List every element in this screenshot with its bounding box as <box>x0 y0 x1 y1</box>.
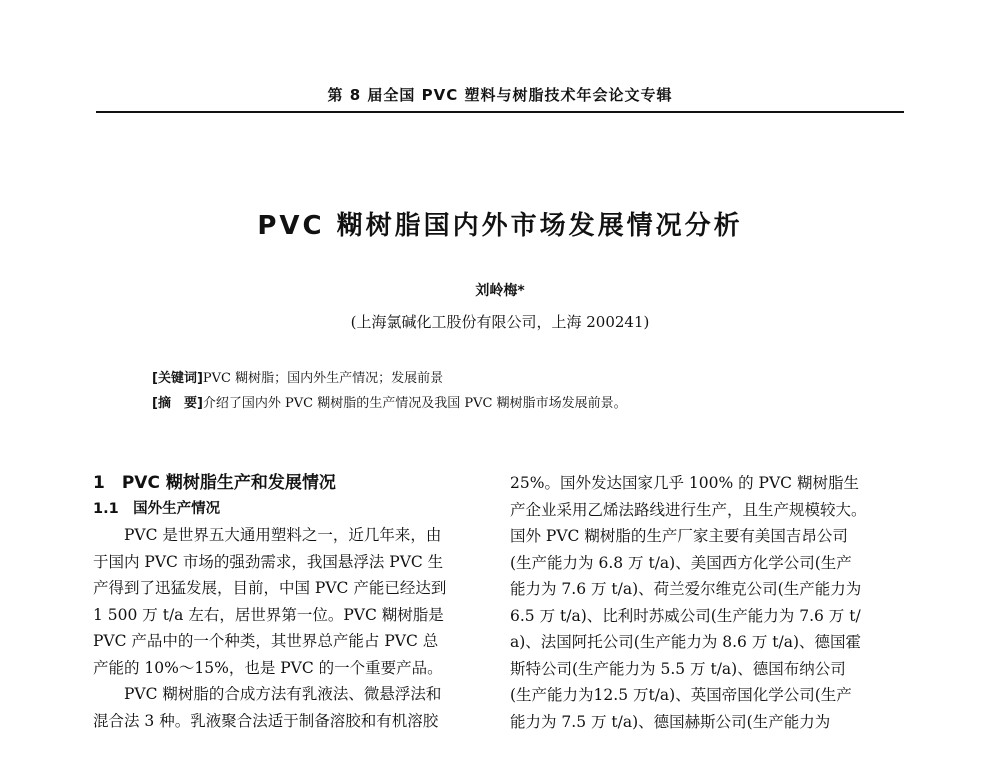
abstract-text: 介绍了国内外 PVC 糊树脂的生产情况及我国 PVC 糊树脂市场发展前景。 <box>202 396 627 411</box>
body-line: a)、法国阿托公司(生产能力为 8.6 万 t/a)、德国霍 <box>510 633 862 651</box>
abstract <box>152 392 872 411</box>
body-line: 斯特公司(生产能力为 5.5 万 t/a)、德国布纳公司 <box>510 659 846 678</box>
author: 刘岭梅* <box>475 283 525 299</box>
body-line: 6.5 万 t/a)、比利时苏威公司(生产能力为 7.6 万 t/ <box>510 606 861 625</box>
body-line: 能力为 7.5 万 t/a)、德国赫斯公司(生产能力为 <box>510 712 831 731</box>
body-line: 1 500 万 t/a 左右，居世界第一位。PVC 糊树脂是 <box>93 605 444 624</box>
body-line: 产企业采用乙烯法路线进行生产，且生产规模较大。 <box>510 500 867 519</box>
body-line: PVC 是世界五大通用塑料之一，近几年来，由 <box>124 526 442 544</box>
body-line: 混合法 3 种。乳液聚合法适于制备溶胶和有机溶胶 <box>93 711 439 730</box>
keywords-text: PVC 糊树脂；国内外生产情况；发展前景 <box>202 371 444 386</box>
body-line: 国外 PVC 糊树脂的生产厂家主要有美国吉昂公司 <box>510 527 848 545</box>
running-header: 第 8 届全国 PVC 塑料与树脂技术年会论文专辑 <box>327 86 673 104</box>
section-heading: 1 PVC 糊树脂生产和发展情况 <box>93 473 336 493</box>
body-line: PVC 糊树脂的合成方法有乳液法、微悬浮法和 <box>124 685 442 703</box>
keywords <box>152 367 872 386</box>
body-line: 于国内 PVC 市场的强劲需求，我国悬浮法 PVC 生 <box>93 552 444 571</box>
left-column <box>93 470 493 734</box>
affiliation: (上海氯碱化工股份有限公司，上海 200241) <box>350 313 650 331</box>
body-line: 25%。国外发达国家几乎 100% 的 PVC 糊树脂生 <box>510 474 859 492</box>
abstract-label: [摘 要] <box>152 396 203 411</box>
body-line: (生产能力为 6.8 万 t/a)、美国西方化学公司(生产 <box>510 553 852 572</box>
subsection-heading: 1.1 国外生产情况 <box>93 501 221 517</box>
header-rule <box>96 111 904 113</box>
body-line: 产能的 10%～15%，也是 PVC 的一个重要产品。 <box>93 658 443 677</box>
body-line: PVC 产品中的一个种类，其世界总产能占 PVC 总 <box>93 632 439 650</box>
paper-title: PVC 糊树脂国内外市场发展情况分析 <box>257 211 743 241</box>
keywords-label: [关键词] <box>152 371 203 386</box>
body-line: 产得到了迅猛发展，目前，中国 PVC 产能已经达到 <box>93 579 447 597</box>
body-line: 能力为 7.6 万 t/a)、荷兰爱尔维克公司(生产能力为 <box>510 580 862 598</box>
body-line: (生产能力为12.5 万t/a)、英国帝国化学公司(生产 <box>510 686 852 704</box>
right-column <box>510 470 910 735</box>
